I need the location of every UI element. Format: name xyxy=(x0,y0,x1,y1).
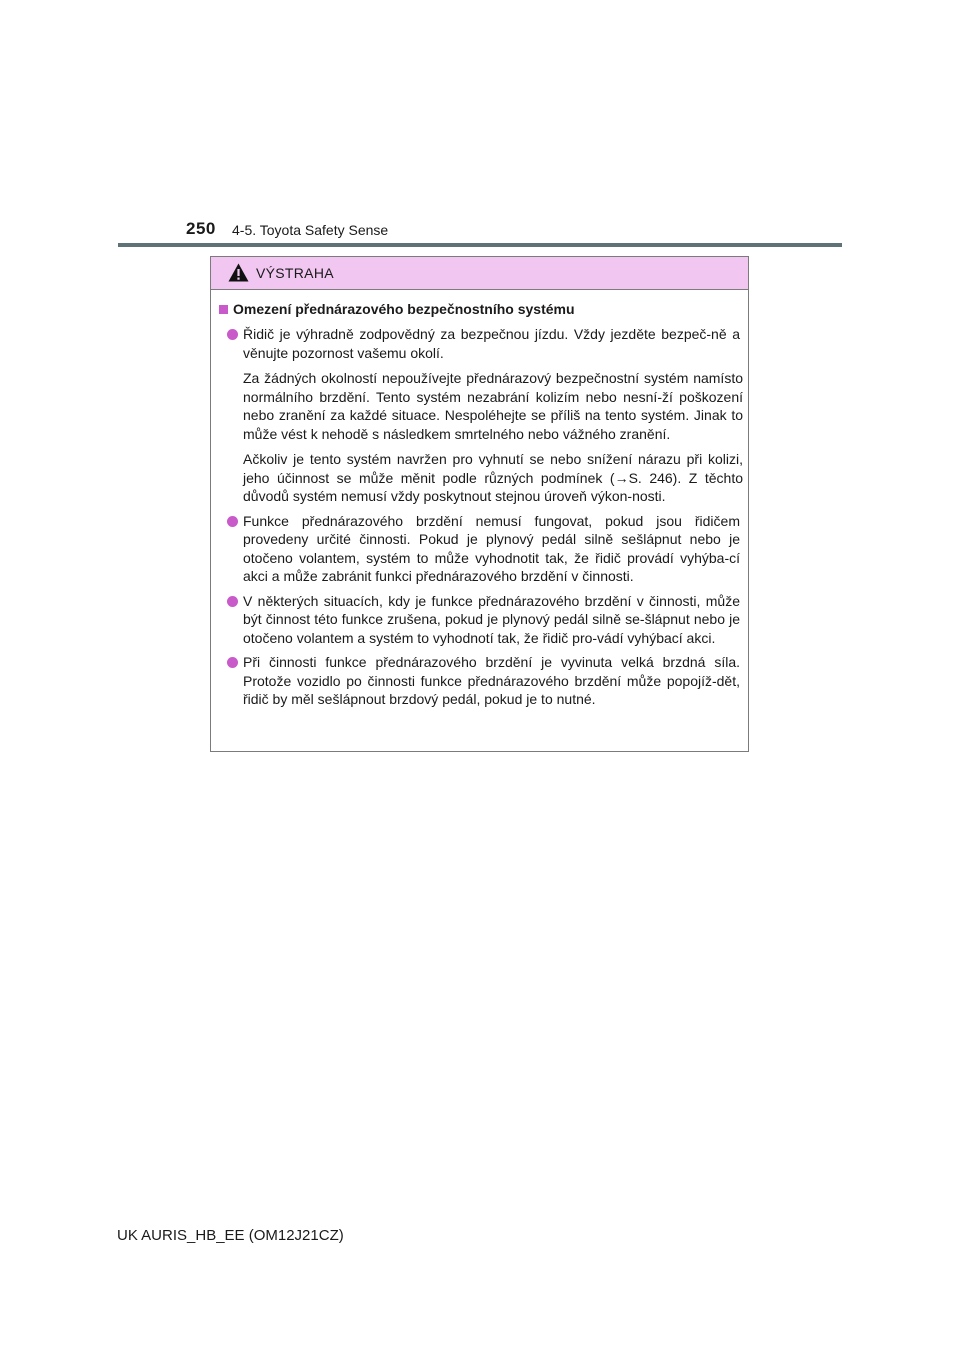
list-item xyxy=(227,512,740,586)
paragraph: Ačkoliv je tento systém navržen pro vyhnutí se nebo snížení nárazu při kolizi, jeho účinnost se může měnit podle různých podmínek (→S. 246). Z těchto důvodů systém nemusí vždy poskytnout stejnou úroveň výkon-nosti. xyxy=(243,451,743,504)
list-item xyxy=(227,592,740,648)
warning-body xyxy=(211,290,748,709)
bullet-dot-icon xyxy=(227,657,238,668)
bullet-dot-icon xyxy=(227,596,238,607)
warning-heading xyxy=(219,300,740,319)
header-rule xyxy=(118,243,842,247)
list-item-text: Funkce přednárazového brzdění nemusí fungovat, pokud jsou řidičem provedeny určité činnosti. Pokud je plynový pedál silně sešlápnut nebo je otočeno volantem, systém to může vyhodnotit tak, že řidič provádí vyhýba-cí akci a může zabránit funkci přednárazového brzdění v činnosti. xyxy=(243,512,740,584)
warning-title: VÝSTRAHA xyxy=(256,265,334,281)
footer-code: UK AURIS_HB_EE (OM12J21CZ) xyxy=(117,1227,344,1244)
bullet-dot-icon xyxy=(227,516,238,527)
list-item-text: Řidič je výhradně zodpovědný za bezpečnou jízdu. Vždy jezděte bezpeč-ně a věnujte pozornost vašemu okolí. xyxy=(243,326,740,361)
list-item-text: Při činnosti funkce přednárazového brzdění je vyvinuta velká brzdná síla. Protože vozidlo po činnosti funkce přednárazového brzdění může popojíž-dět, řidič by měl sešlápnout brzdový pedál, pokud je to nutné. xyxy=(243,654,740,707)
page-number: 250 xyxy=(186,219,216,238)
warning-box xyxy=(210,256,749,752)
warning-header xyxy=(211,257,748,290)
list-item xyxy=(227,325,740,362)
list-item-text: V některých situacích, kdy je funkce přednárazového brzdění v činnosti, může být činnost této funkce zrušena, pokud je plynový pedál silně se-šlápnut nebo je otočeno volantem a systém to vyhodnotí tak, že řidič pro-vádí vyhýbací akci. xyxy=(243,592,740,646)
warning-triangle-icon xyxy=(228,263,249,282)
list-item xyxy=(227,653,740,709)
warning-heading-text: Omezení přednárazového bezpečnostního systému xyxy=(233,301,575,317)
bullet-dot-icon xyxy=(227,329,238,340)
section-title: 4-5. Toyota Safety Sense xyxy=(232,222,389,238)
square-bullet-icon xyxy=(219,305,228,314)
paragraph: Za žádných okolností nepoužívejte přednárazový bezpečnostní systém namísto normálního brzdění. Tento systém nezabrání kolizím nebo nesní-ží poškození nebo zranění za každé situace. Nespoléhejte se příliš na tento systém. Jinak to může vést k nehodě s následkem smrtelného nebo vážného zranění. xyxy=(243,370,743,442)
